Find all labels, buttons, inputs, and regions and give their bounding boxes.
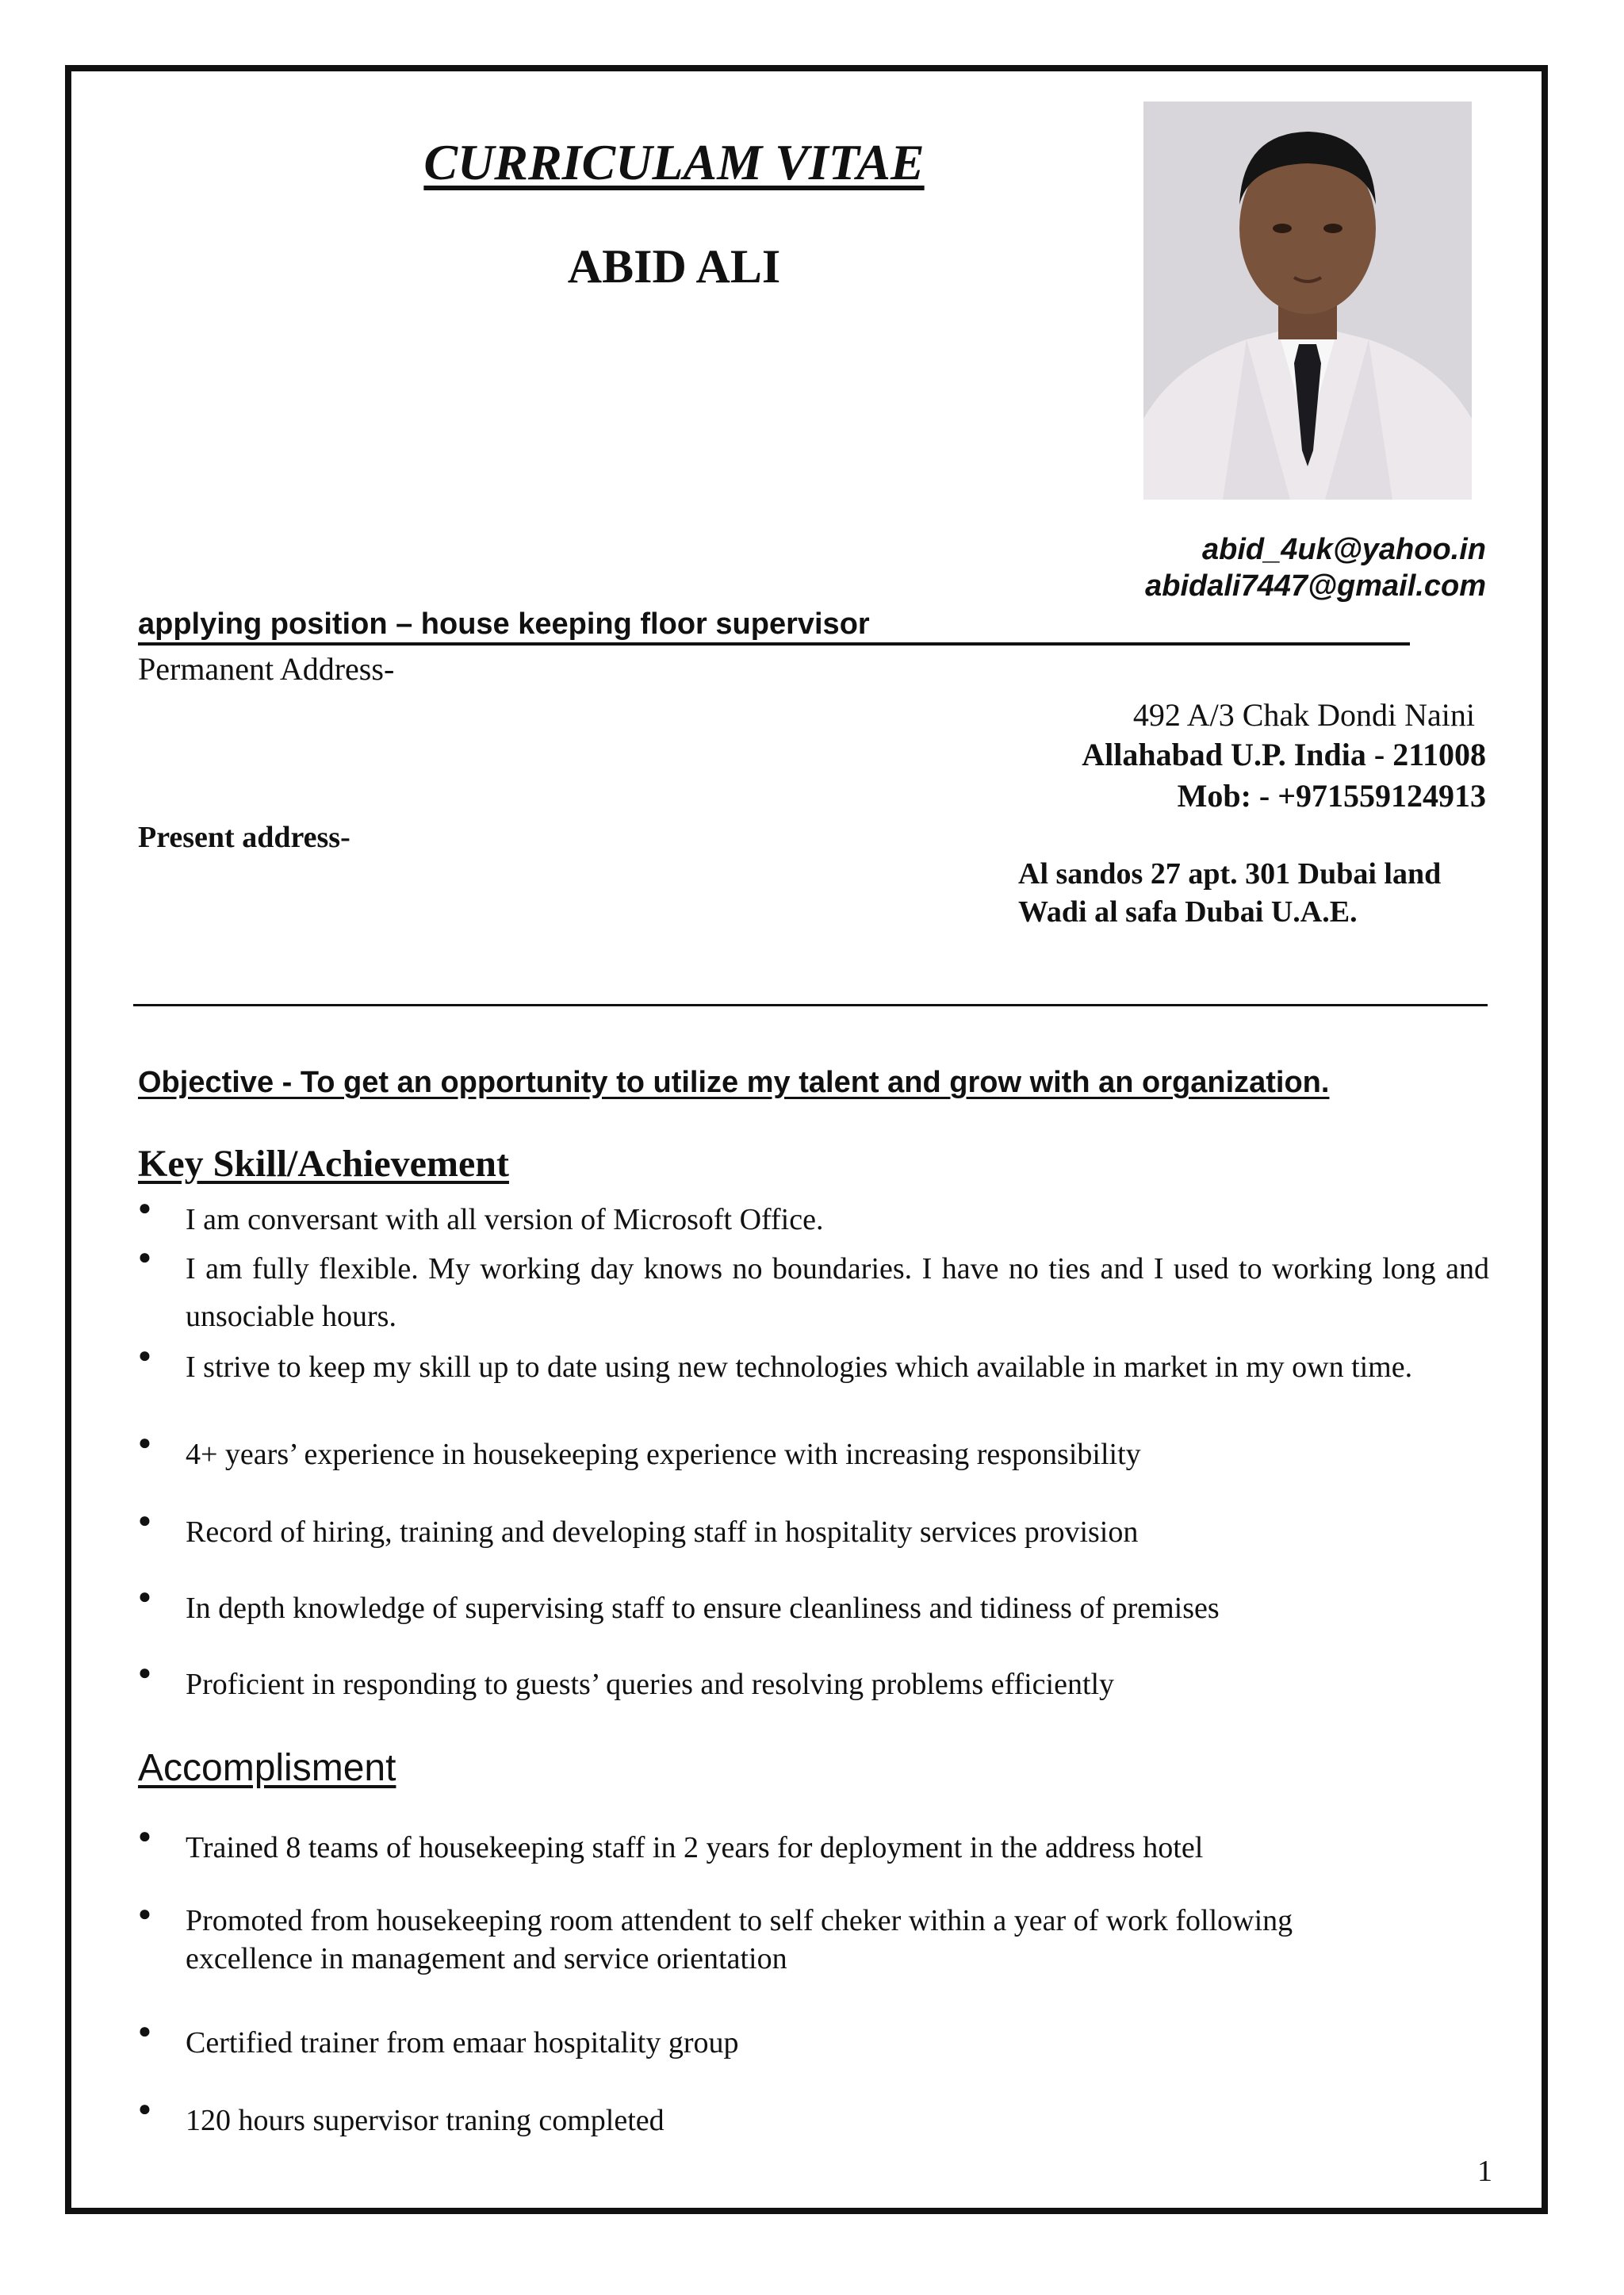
list-item-text: Proficient in responding to guests’ queries and resolving problems efficiently <box>186 1668 1115 1701</box>
list-item-text: Promoted from housekeeping room attendent to self cheker within a year of work following excellence in management and service orientation <box>186 1904 1293 1975</box>
page-number: 1 <box>1477 2155 1492 2188</box>
bullet-icon: ● <box>138 1824 151 1849</box>
bullet-icon: ● <box>138 1902 151 1926</box>
permanent-address-line1: 492 A/3 Chak Dondi Naini <box>1132 697 1475 733</box>
email-secondary: abidali7447@gmail.com <box>1145 569 1486 603</box>
mobile-number: Mob: - +971559124913 <box>1177 778 1486 814</box>
bullet-icon: ● <box>138 1661 151 1685</box>
list-item-text: In depth knowledge of supervising staff to ensure cleanliness and tidiness of premises <box>186 1592 1220 1625</box>
present-address-label: Present address- <box>138 821 350 854</box>
document-title: CURRICULAM VITAE <box>423 134 925 190</box>
list-item-text: 120 hours supervisor traning completed <box>186 2104 665 2137</box>
list-item-text: Trained 8 teams of housekeeping staff in 2 years for deployment in the address hotel <box>186 1831 1204 1864</box>
applying-position: applying position – house keeping floor supervisor <box>138 607 870 641</box>
present-address-line2: Wadi al safa Dubai U.A.E. <box>1018 895 1358 929</box>
list-item-text: I strive to keep my skill up to date using new technologies which available in market in my own time. <box>186 1351 1413 1384</box>
list-item-text: I am fully flexible. My working day knows no boundaries. I have no ties and I used to working long and unsociable hours. <box>186 1252 1489 1333</box>
candidate-name: ABID ALI <box>567 240 781 293</box>
bullet-icon: ● <box>138 1196 151 1220</box>
permanent-address-line2: Allahabad U.P. India - 211008 <box>1082 737 1486 772</box>
profile-photo <box>1143 102 1472 500</box>
bullet-icon: ● <box>138 1245 151 1270</box>
list-item-text: Certified trainer from emaar hospitality group <box>186 2026 739 2059</box>
objective: Objective - To get an opportunity to utilize my talent and grow with an organization. <box>138 1066 1330 1099</box>
profile-photo-illustration <box>1143 102 1472 500</box>
list-item-text: I am conversant with all version of Microsoft Office. <box>186 1203 824 1236</box>
key-skills-heading: Key Skill/Achievement <box>138 1143 509 1185</box>
bullet-icon: ● <box>138 2019 151 2044</box>
bullet-icon: ● <box>138 2097 151 2121</box>
position-underline <box>138 642 1410 646</box>
list-item-text: 4+ years’ experience in housekeeping experience with increasing responsibility <box>186 1438 1141 1471</box>
permanent-address-label: Permanent Address- <box>138 651 395 687</box>
bullet-icon: ● <box>138 1508 151 1533</box>
section-divider <box>133 1004 1488 1006</box>
accomplishment-heading: Accomplisment <box>138 1747 396 1789</box>
bullet-icon: ● <box>138 1431 151 1455</box>
list-item-text: Record of hiring, training and developing staff in hospitality services provision <box>186 1515 1139 1549</box>
bullet-icon: ● <box>138 1343 151 1368</box>
present-address-line1: Al sandos 27 apt. 301 Dubai land <box>1018 857 1442 891</box>
bullet-icon: ● <box>138 1584 151 1609</box>
email-primary: abid_4uk@yahoo.in <box>1201 533 1486 566</box>
